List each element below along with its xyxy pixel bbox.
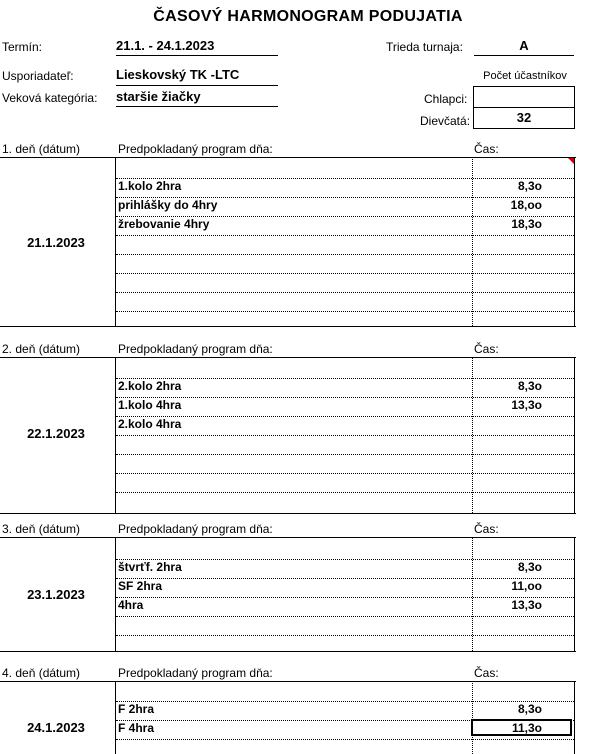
right-border xyxy=(574,537,575,651)
selected-cell[interactable]: 11,3o xyxy=(471,719,572,736)
dievcata-label: Dievčatá: xyxy=(420,114,471,128)
day-date: 24.1.2023 xyxy=(27,720,85,735)
program-header: Predpokladaný program dňa: xyxy=(118,666,273,680)
right-border xyxy=(574,681,575,754)
program-item[interactable]: 4hra xyxy=(118,598,144,612)
row-divider xyxy=(116,739,574,740)
time-value[interactable]: 8,3o xyxy=(517,702,542,716)
day-label: 4. deň (dátum) xyxy=(2,666,81,680)
row-divider xyxy=(116,311,574,312)
program-item[interactable]: štvrťf. 2hra xyxy=(118,560,182,574)
program-item[interactable]: SF 2hra xyxy=(118,579,163,593)
row-divider xyxy=(116,616,574,617)
program-header: Predpokladaný program dňa: xyxy=(118,342,273,356)
row-divider xyxy=(116,435,574,436)
row-divider xyxy=(116,235,574,236)
right-border xyxy=(574,157,575,326)
date-column-border xyxy=(115,537,116,651)
trieda-value[interactable]: A xyxy=(474,38,574,56)
vekova-kategoria-value[interactable]: staršie žiačky xyxy=(116,89,278,107)
chlapci-label: Chlapci: xyxy=(424,92,468,106)
termin-label: Termín: xyxy=(2,40,43,54)
day-date: 23.1.2023 xyxy=(27,587,85,602)
chlapci-value[interactable] xyxy=(473,86,575,108)
program-header: Predpokladaný program dňa: xyxy=(118,142,273,156)
program-item[interactable]: 1.kolo 2hra xyxy=(118,179,182,193)
time-value[interactable]: 18,oo xyxy=(510,198,542,212)
time-column-divider xyxy=(472,537,473,651)
cas-header: Čas: xyxy=(474,522,499,536)
time-value[interactable]: 11,oo xyxy=(511,579,542,593)
day-label: 3. deň (dátum) xyxy=(2,522,81,536)
usporiadatel-value[interactable]: Lieskovský TK -LTC xyxy=(116,67,278,86)
time-value[interactable]: 8,3o xyxy=(517,560,542,574)
day-date: 21.1.2023 xyxy=(27,235,85,250)
row-divider xyxy=(116,454,574,455)
usporiadatel-label: Usporiadateľ: xyxy=(2,69,74,83)
cas-header: Čas: xyxy=(474,342,499,356)
section-top-border xyxy=(0,157,576,158)
row-divider xyxy=(116,292,574,293)
day-label: 2. deň (dátum) xyxy=(2,342,81,356)
program-header: Predpokladaný program dňa: xyxy=(118,522,273,536)
section-top-border xyxy=(0,537,576,538)
program-item[interactable]: F 4hra xyxy=(118,721,155,735)
row-divider xyxy=(116,416,574,417)
section-bottom-border xyxy=(0,326,576,327)
pocet-ucastnikov-label: Počet účastníkov xyxy=(483,70,567,82)
time-value[interactable]: 13,3o xyxy=(511,398,542,412)
row-divider xyxy=(116,473,574,474)
row-divider xyxy=(116,492,574,493)
program-item[interactable]: 2.kolo 2hra xyxy=(118,379,182,393)
program-item[interactable]: 1.kolo 4hra xyxy=(118,398,182,412)
time-value[interactable]: 18,3o xyxy=(511,217,542,231)
program-item[interactable]: 2.kolo 4hra xyxy=(118,417,182,431)
row-divider xyxy=(116,254,574,255)
time-value[interactable]: 8,3o xyxy=(517,379,542,393)
section-bottom-border xyxy=(0,513,576,514)
right-border xyxy=(574,357,575,513)
vekova-kategoria-label: Veková kategória: xyxy=(2,91,98,105)
trieda-label: Trieda turnaja: xyxy=(386,40,463,54)
time-value[interactable]: 8,3o xyxy=(517,179,542,193)
program-item[interactable]: F 2hra xyxy=(118,702,155,716)
program-item[interactable]: žrebovanie 4hry xyxy=(118,217,210,231)
time-value[interactable]: 13,3o xyxy=(511,598,542,612)
date-column-border xyxy=(115,681,116,754)
day-date: 22.1.2023 xyxy=(27,426,85,441)
comment-marker-icon xyxy=(568,158,574,164)
date-column-border xyxy=(115,157,116,326)
section-top-border xyxy=(0,357,576,358)
cas-header: Čas: xyxy=(474,666,499,680)
section-bottom-border xyxy=(0,651,576,652)
termin-value[interactable]: 21.1. - 24.1.2023 xyxy=(116,38,278,56)
section-top-border xyxy=(0,681,576,682)
time-column-divider xyxy=(472,681,473,754)
day-label: 1. deň (dátum) xyxy=(2,142,81,156)
cas-header: Čas: xyxy=(474,142,499,156)
row-divider xyxy=(116,273,574,274)
page-title: ČASOVÝ HARMONOGRAM PODUJATIA xyxy=(153,8,463,25)
dievcata-value[interactable]: 32 xyxy=(473,107,575,129)
row-divider xyxy=(116,635,574,636)
program-item[interactable]: prihlášky do 4hry xyxy=(118,198,218,212)
